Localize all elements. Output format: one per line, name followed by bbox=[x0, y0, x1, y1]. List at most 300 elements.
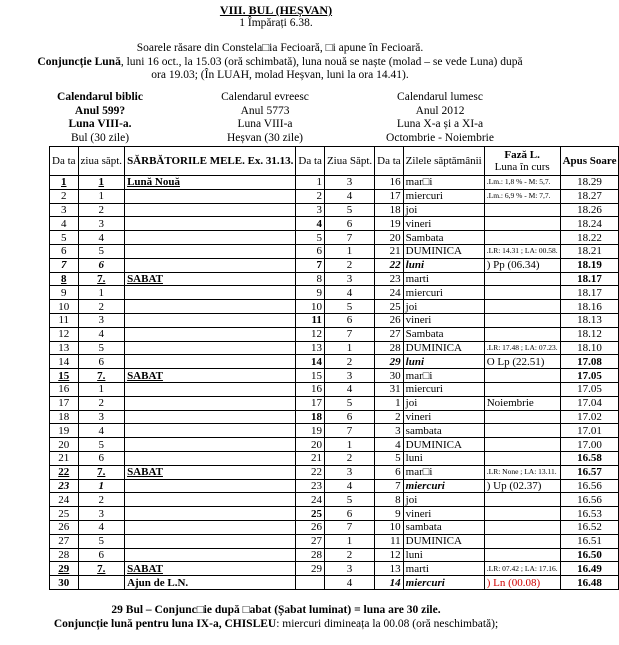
cell-holiday bbox=[125, 217, 296, 231]
table-header-row bbox=[50, 147, 619, 176]
table-row bbox=[50, 438, 619, 452]
cell-holiday bbox=[125, 327, 296, 341]
calendar-biblic-title: Calendarul biblic bbox=[57, 91, 143, 103]
cell-weekday-num: 2 bbox=[78, 203, 125, 217]
cell-holiday bbox=[125, 258, 296, 272]
cell-weekday-num: 2 bbox=[78, 493, 125, 507]
cell-weekday-num bbox=[78, 576, 125, 590]
calendar-table bbox=[49, 146, 619, 590]
cell-holiday bbox=[125, 479, 296, 493]
cell-greg-date: 13 bbox=[375, 562, 404, 576]
cell-hebrew-weekday: 3 bbox=[324, 176, 374, 190]
cell-greg-date: 18 bbox=[375, 203, 404, 217]
calendar-biblic-month: Luna VIII-a. bbox=[68, 118, 132, 130]
cell-sunset: 18.13 bbox=[560, 313, 619, 327]
cell-sunset: 16.56 bbox=[560, 493, 619, 507]
cell-hebrew-weekday: 4 bbox=[324, 479, 374, 493]
cell-day-name: vineri bbox=[403, 410, 484, 424]
cell-hebrew-date: 26 bbox=[296, 520, 325, 534]
cell-day-name: vineri bbox=[403, 217, 484, 231]
cell-hebrew-weekday: 2 bbox=[324, 548, 374, 562]
cell-sunset: 17.05 bbox=[560, 382, 619, 396]
calendar-evreiesc bbox=[160, 91, 370, 145]
cell-hebrew-date: 2 bbox=[296, 189, 325, 203]
cell-hebrew-date: 22 bbox=[296, 465, 325, 479]
table-row bbox=[50, 534, 619, 548]
table-row bbox=[50, 313, 619, 327]
cell-weekday-num: 4 bbox=[78, 424, 125, 438]
header-apus: Apus Soare bbox=[560, 147, 619, 176]
cell-sunset: 16.53 bbox=[560, 507, 619, 521]
cell-hebrew-date: 29 bbox=[296, 562, 325, 576]
cell-weekday-num: 4 bbox=[78, 520, 125, 534]
footer-line-1: 29 Bul – Conjunc□ie după □abat (Șabat luminat) = luna are 30 zile. bbox=[111, 604, 441, 616]
table-row bbox=[50, 520, 619, 534]
cell-greg-date: 26 bbox=[375, 313, 404, 327]
cell-hebrew-weekday: 6 bbox=[324, 217, 374, 231]
cell-greg-date: 21 bbox=[375, 244, 404, 258]
header-ziua-sapt-evreiesc: Ziua Săpt. bbox=[324, 147, 374, 176]
header-data-evreiesc: Da ta bbox=[296, 147, 325, 176]
cell-day-name: luni bbox=[403, 355, 484, 369]
conjunction-text: , luni 16 oct., la 15.03 (oră schimbată), luna nouă se naște (molad – se vede Luna) după ora 19.03; (În LUAH, molad Heșvan, luni la ora 14.41). bbox=[120, 55, 523, 81]
cell-hebrew-weekday: 7 bbox=[324, 424, 374, 438]
cell-hebrew-date bbox=[296, 576, 325, 590]
cell-moon-phase bbox=[484, 203, 560, 217]
cell-hebrew-date: 11 bbox=[296, 313, 325, 327]
calendar-lumesc-name: Octombrie - Noiembrie bbox=[386, 131, 494, 144]
table-row bbox=[50, 341, 619, 355]
cell-moon-phase bbox=[484, 493, 560, 507]
cell-moon-phase bbox=[484, 272, 560, 286]
cell-greg-date: 2 bbox=[375, 410, 404, 424]
cell-greg-date: 29 bbox=[375, 355, 404, 369]
table-row bbox=[50, 382, 619, 396]
cell-weekday-num: 7. bbox=[78, 465, 125, 479]
cell-greg-date: 9 bbox=[375, 507, 404, 521]
cell-greg-date: 3 bbox=[375, 424, 404, 438]
cell-hebrew-weekday: 3 bbox=[324, 272, 374, 286]
cell-greg-date: 28 bbox=[375, 341, 404, 355]
cell-weekday-num: 1 bbox=[78, 382, 125, 396]
table-row bbox=[50, 217, 619, 231]
footer-notes bbox=[0, 603, 552, 631]
cell-holiday bbox=[125, 396, 296, 410]
cell-sunset: 18.17 bbox=[560, 286, 619, 300]
cell-weekday-num: 7. bbox=[78, 272, 125, 286]
table-row bbox=[50, 479, 619, 493]
cell-hebrew-weekday: 1 bbox=[324, 534, 374, 548]
cell-weekday-num: 1 bbox=[78, 176, 125, 190]
cell-greg-date: 12 bbox=[375, 548, 404, 562]
cell-hebrew-weekday: 6 bbox=[324, 507, 374, 521]
cell-hebrew-date: 14 bbox=[296, 355, 325, 369]
cell-moon-phase bbox=[484, 548, 560, 562]
cell-sunset: 18.26 bbox=[560, 203, 619, 217]
cell-moon-phase bbox=[484, 313, 560, 327]
header-faza bbox=[484, 147, 560, 176]
calendar-biblic-year: Anul 599? bbox=[74, 104, 126, 117]
cell-hebrew-date: 8 bbox=[296, 272, 325, 286]
cell-holiday: SABAT bbox=[125, 272, 296, 286]
cell-hebrew-weekday: 3 bbox=[324, 369, 374, 383]
cell-day-name: DUMINICA bbox=[403, 534, 484, 548]
table-row bbox=[50, 396, 619, 410]
cell-moon-phase bbox=[484, 520, 560, 534]
table-row bbox=[50, 300, 619, 314]
cell-day-name: joi bbox=[403, 300, 484, 314]
cell-sunset: 17.00 bbox=[560, 438, 619, 452]
cell-weekday-num: 1 bbox=[78, 189, 125, 203]
cell-day-name: marti bbox=[403, 272, 484, 286]
cell-holiday bbox=[125, 534, 296, 548]
cell-greg-date: 10 bbox=[375, 520, 404, 534]
cell-hebrew-weekday: 1 bbox=[324, 244, 374, 258]
cell-sunset: 16.58 bbox=[560, 451, 619, 465]
cell-greg-date: 1 bbox=[375, 396, 404, 410]
cell-weekday-num: 6 bbox=[78, 258, 125, 272]
cell-weekday-num: 5 bbox=[78, 341, 125, 355]
table-row bbox=[50, 244, 619, 258]
cell-greg-date: 16 bbox=[375, 176, 404, 190]
cell-weekday-num: 7. bbox=[78, 369, 125, 383]
cell-hebrew-date: 15 bbox=[296, 369, 325, 383]
cell-hebrew-date: 23 bbox=[296, 479, 325, 493]
cell-hebrew-date: 16 bbox=[296, 382, 325, 396]
cell-hebrew-weekday: 7 bbox=[324, 520, 374, 534]
cell-holiday bbox=[125, 424, 296, 438]
cell-greg-date: 6 bbox=[375, 465, 404, 479]
cell-day-name: sambata bbox=[403, 424, 484, 438]
cell-date: 5 bbox=[50, 231, 79, 245]
cell-holiday bbox=[125, 313, 296, 327]
table-row bbox=[50, 189, 619, 203]
cell-hebrew-weekday: 1 bbox=[324, 438, 374, 452]
next-conjunction-label: Conjuncție lună pentru luna IX-a, CHISLEU bbox=[53, 618, 277, 630]
cell-sunset: 16.52 bbox=[560, 520, 619, 534]
cell-holiday bbox=[125, 493, 296, 507]
cell-date: 29 bbox=[50, 562, 79, 576]
table-row bbox=[50, 424, 619, 438]
cell-moon-phase: Noiembrie bbox=[484, 396, 560, 410]
intro-line-2 bbox=[30, 56, 530, 83]
cell-greg-date: 19 bbox=[375, 217, 404, 231]
cell-sunset: 16.56 bbox=[560, 479, 619, 493]
table-row bbox=[50, 562, 619, 576]
cell-greg-date: 25 bbox=[375, 300, 404, 314]
cell-moon-phase bbox=[484, 382, 560, 396]
calendar-evreiesc-year: Anul 5773 bbox=[240, 104, 290, 117]
table-row bbox=[50, 231, 619, 245]
cell-holiday bbox=[125, 203, 296, 217]
cell-weekday-num: 5 bbox=[78, 244, 125, 258]
page-subtitle: 1 Împărați 6.38. bbox=[239, 17, 313, 29]
cell-day-name: miercuri bbox=[403, 189, 484, 203]
table-row bbox=[50, 410, 619, 424]
cell-moon-phase bbox=[484, 424, 560, 438]
cell-hebrew-date: 3 bbox=[296, 203, 325, 217]
cell-holiday bbox=[125, 341, 296, 355]
cell-sunset: 17.02 bbox=[560, 410, 619, 424]
cell-moon-phase bbox=[484, 534, 560, 548]
cell-weekday-num: 2 bbox=[78, 300, 125, 314]
cell-sunset: 18.19 bbox=[560, 258, 619, 272]
cell-hebrew-date: 4 bbox=[296, 217, 325, 231]
cell-day-name: DUMINICA bbox=[403, 244, 484, 258]
cell-weekday-num: 1 bbox=[78, 286, 125, 300]
table-row bbox=[50, 548, 619, 562]
cell-greg-date: 8 bbox=[375, 493, 404, 507]
cell-date: 12 bbox=[50, 327, 79, 341]
cell-holiday: Ajun de L.N. bbox=[125, 576, 296, 590]
cell-day-name: mar□i bbox=[403, 465, 484, 479]
cell-day-name: mar□i bbox=[403, 176, 484, 190]
cell-sunset: 16.48 bbox=[560, 576, 619, 590]
table-row bbox=[50, 286, 619, 300]
cell-greg-date: 14 bbox=[375, 576, 404, 590]
cell-weekday-num: 6 bbox=[78, 548, 125, 562]
table-row bbox=[50, 258, 619, 272]
cell-hebrew-weekday: 2 bbox=[324, 258, 374, 272]
cell-weekday-num: 1 bbox=[78, 479, 125, 493]
cell-date: 18 bbox=[50, 410, 79, 424]
cell-hebrew-weekday: 4 bbox=[324, 189, 374, 203]
cell-hebrew-date: 13 bbox=[296, 341, 325, 355]
calendar-evreiesc-title: Calendarul evreesc bbox=[221, 91, 309, 103]
cell-day-name: DUMINICA bbox=[403, 438, 484, 452]
cell-date: 6 bbox=[50, 244, 79, 258]
page-title: VIII. BUL (HEȘVAN) bbox=[219, 3, 333, 17]
calendar-lumesc-month: Luna X-a și a XI-a bbox=[396, 118, 484, 130]
cell-date: 26 bbox=[50, 520, 79, 534]
table-row bbox=[50, 576, 619, 590]
cell-moon-phase: .LR: 07.42 ; LA: 17.16. bbox=[484, 562, 560, 576]
cell-holiday: Lună Nouă bbox=[125, 176, 296, 190]
table-row bbox=[50, 507, 619, 521]
header-faza-title: Fază L. bbox=[504, 149, 540, 161]
header-zilele: Zilele săptămânii bbox=[403, 147, 484, 176]
cell-hebrew-date: 12 bbox=[296, 327, 325, 341]
cell-date: 22 bbox=[50, 465, 79, 479]
cell-sunset: 16.57 bbox=[560, 465, 619, 479]
cell-greg-date: 24 bbox=[375, 286, 404, 300]
cell-moon-phase bbox=[484, 231, 560, 245]
cell-moon-phase: .LR: None ; LA: 13.11. bbox=[484, 465, 560, 479]
cell-day-name: joi bbox=[403, 493, 484, 507]
cell-weekday-num: 3 bbox=[78, 313, 125, 327]
cell-holiday bbox=[125, 438, 296, 452]
cell-holiday bbox=[125, 507, 296, 521]
cell-greg-date: 4 bbox=[375, 438, 404, 452]
cell-weekday-num: 2 bbox=[78, 396, 125, 410]
cell-date: 14 bbox=[50, 355, 79, 369]
cell-greg-date: 23 bbox=[375, 272, 404, 286]
cell-sunset: 17.04 bbox=[560, 396, 619, 410]
cell-hebrew-weekday: 5 bbox=[324, 493, 374, 507]
table-row bbox=[50, 327, 619, 341]
cell-hebrew-weekday: 4 bbox=[324, 286, 374, 300]
header-sarbatori: SĂRBĂTORILE MELE. Ex. 31.13. bbox=[125, 147, 296, 176]
cell-moon-phase bbox=[484, 286, 560, 300]
cell-hebrew-date: 28 bbox=[296, 548, 325, 562]
cell-holiday bbox=[125, 410, 296, 424]
cell-moon-phase bbox=[484, 451, 560, 465]
cell-moon-phase: ) Ln (00.08) bbox=[484, 576, 560, 590]
cell-moon-phase: ) Pp (06.34) bbox=[484, 258, 560, 272]
cell-hebrew-weekday: 7 bbox=[324, 327, 374, 341]
cell-day-name: luni bbox=[403, 258, 484, 272]
cell-weekday-num: 7. bbox=[78, 562, 125, 576]
cell-day-name: Sambata bbox=[403, 231, 484, 245]
cell-date: 30 bbox=[50, 576, 79, 590]
cell-greg-date: 17 bbox=[375, 189, 404, 203]
cell-sunset: 18.16 bbox=[560, 300, 619, 314]
cell-date: 27 bbox=[50, 534, 79, 548]
cell-holiday bbox=[125, 382, 296, 396]
cell-hebrew-weekday: 2 bbox=[324, 451, 374, 465]
cell-moon-phase: .Lm.: 6,9 % - M: 7,7. bbox=[484, 189, 560, 203]
cell-weekday-num: 5 bbox=[78, 534, 125, 548]
cell-hebrew-date: 24 bbox=[296, 493, 325, 507]
cell-moon-phase bbox=[484, 217, 560, 231]
cell-weekday-num: 6 bbox=[78, 355, 125, 369]
cell-holiday bbox=[125, 189, 296, 203]
cell-weekday-num: 4 bbox=[78, 327, 125, 341]
cell-day-name: DUMINICA bbox=[403, 341, 484, 355]
cell-moon-phase: ) Up (02.37) bbox=[484, 479, 560, 493]
cell-sunset: 18.29 bbox=[560, 176, 619, 190]
cell-hebrew-weekday: 4 bbox=[324, 382, 374, 396]
table-row bbox=[50, 369, 619, 383]
table-row bbox=[50, 203, 619, 217]
cell-date: 4 bbox=[50, 217, 79, 231]
cell-date: 25 bbox=[50, 507, 79, 521]
header-data-lumesc: Da ta bbox=[375, 147, 404, 176]
cell-hebrew-weekday: 1 bbox=[324, 341, 374, 355]
cell-holiday bbox=[125, 355, 296, 369]
cell-date: 28 bbox=[50, 548, 79, 562]
cell-date: 8 bbox=[50, 272, 79, 286]
cell-weekday-num: 3 bbox=[78, 410, 125, 424]
cell-date: 2 bbox=[50, 189, 79, 203]
cell-hebrew-weekday: 5 bbox=[324, 396, 374, 410]
table-row bbox=[50, 272, 619, 286]
cell-sunset: 16.50 bbox=[560, 548, 619, 562]
cell-sunset: 18.21 bbox=[560, 244, 619, 258]
header-ziua-sapt: ziua săpt. bbox=[78, 147, 125, 176]
cell-hebrew-date: 18 bbox=[296, 410, 325, 424]
calendar-lumesc-year: Anul 2012 bbox=[415, 104, 465, 117]
table-row bbox=[50, 355, 619, 369]
cell-sunset: 18.10 bbox=[560, 341, 619, 355]
cell-day-name: luni bbox=[403, 451, 484, 465]
cell-date: 3 bbox=[50, 203, 79, 217]
cell-holiday bbox=[125, 244, 296, 258]
cell-weekday-num: 5 bbox=[78, 438, 125, 452]
cell-date: 24 bbox=[50, 493, 79, 507]
cell-day-name: miercuri bbox=[403, 286, 484, 300]
cell-date: 1 bbox=[50, 176, 79, 190]
cell-sunset: 17.08 bbox=[560, 355, 619, 369]
next-conjunction-text: : miercuri dimineața la 00.08 (oră neschimbată); bbox=[276, 618, 499, 630]
cell-hebrew-date: 7 bbox=[296, 258, 325, 272]
cell-greg-date: 31 bbox=[375, 382, 404, 396]
header-faza-sub: Luna în curs bbox=[494, 161, 550, 173]
cell-date: 19 bbox=[50, 424, 79, 438]
cell-hebrew-date: 21 bbox=[296, 451, 325, 465]
table-body bbox=[50, 176, 619, 590]
cell-hebrew-date: 25 bbox=[296, 507, 325, 521]
cell-day-name: miercuri bbox=[403, 479, 484, 493]
cell-date: 7 bbox=[50, 258, 79, 272]
cell-hebrew-weekday: 3 bbox=[324, 465, 374, 479]
cell-day-name: joi bbox=[403, 396, 484, 410]
cell-sunset: 16.49 bbox=[560, 562, 619, 576]
cell-hebrew-date: 20 bbox=[296, 438, 325, 452]
cell-sunset: 16.51 bbox=[560, 534, 619, 548]
cell-moon-phase bbox=[484, 327, 560, 341]
cell-hebrew-weekday: 6 bbox=[324, 410, 374, 424]
cell-hebrew-weekday: 5 bbox=[324, 300, 374, 314]
header-data: Da ta bbox=[50, 147, 79, 176]
cell-holiday bbox=[125, 451, 296, 465]
cell-sunset: 18.24 bbox=[560, 217, 619, 231]
cell-holiday: SABAT bbox=[125, 465, 296, 479]
cell-weekday-num: 4 bbox=[78, 231, 125, 245]
cell-day-name: mar□i bbox=[403, 369, 484, 383]
cell-holiday bbox=[125, 231, 296, 245]
cell-weekday-num: 3 bbox=[78, 217, 125, 231]
cell-hebrew-date: 27 bbox=[296, 534, 325, 548]
cell-day-name: luni bbox=[403, 548, 484, 562]
cell-date: 20 bbox=[50, 438, 79, 452]
cell-moon-phase bbox=[484, 438, 560, 452]
cell-date: 13 bbox=[50, 341, 79, 355]
cell-hebrew-date: 5 bbox=[296, 231, 325, 245]
cell-date: 15 bbox=[50, 369, 79, 383]
cell-sunset: 18.17 bbox=[560, 272, 619, 286]
cell-greg-date: 11 bbox=[375, 534, 404, 548]
cell-hebrew-date: 1 bbox=[296, 176, 325, 190]
cell-moon-phase: .LR: 17.48 ; LA: 07.23. bbox=[484, 341, 560, 355]
cell-day-name: Sambata bbox=[403, 327, 484, 341]
cell-hebrew-date: 6 bbox=[296, 244, 325, 258]
cell-greg-date: 5 bbox=[375, 451, 404, 465]
cell-sunset: 18.27 bbox=[560, 189, 619, 203]
cell-hebrew-date: 19 bbox=[296, 424, 325, 438]
cell-day-name: miercuri bbox=[403, 382, 484, 396]
cell-date: 23 bbox=[50, 479, 79, 493]
cell-moon-phase: O Lp (22.51) bbox=[484, 355, 560, 369]
table-row bbox=[50, 493, 619, 507]
cell-hebrew-date: 9 bbox=[296, 286, 325, 300]
cell-day-name: vineri bbox=[403, 313, 484, 327]
cell-day-name: miercuri bbox=[403, 576, 484, 590]
cell-date: 11 bbox=[50, 313, 79, 327]
cell-weekday-num: 6 bbox=[78, 451, 125, 465]
cell-hebrew-weekday: 2 bbox=[324, 355, 374, 369]
cell-date: 21 bbox=[50, 451, 79, 465]
cell-greg-date: 7 bbox=[375, 479, 404, 493]
calendar-evreiesc-month: Luna VIII-a bbox=[237, 118, 293, 130]
cell-day-name: joi bbox=[403, 203, 484, 217]
cell-holiday bbox=[125, 520, 296, 534]
cell-weekday-num: 3 bbox=[78, 507, 125, 521]
cell-hebrew-weekday: 5 bbox=[324, 203, 374, 217]
cell-holiday: SABAT bbox=[125, 562, 296, 576]
cell-date: 17 bbox=[50, 396, 79, 410]
cell-moon-phase bbox=[484, 369, 560, 383]
